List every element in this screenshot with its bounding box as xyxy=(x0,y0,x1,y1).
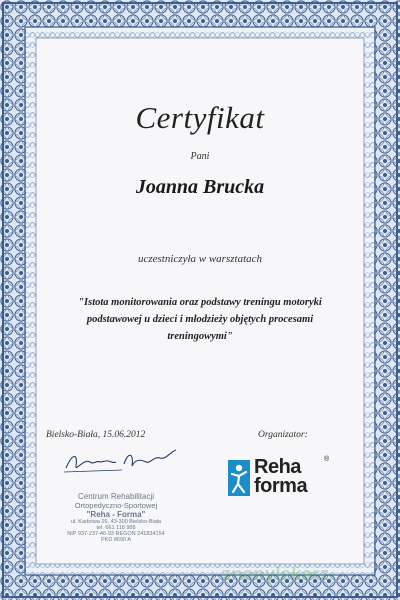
place-and-date: Bielsko-Biała, 15.06.2012 xyxy=(46,430,146,440)
certificate-title: Certyfikat xyxy=(135,100,265,135)
certificate-content xyxy=(30,32,370,572)
logo-text-bottom: forma xyxy=(254,475,308,497)
registered-mark: ® xyxy=(324,456,330,463)
organizer-label: Organizator: xyxy=(258,430,308,440)
stamp-line-6: NIP 937-237-46-93 REGON 241834154 xyxy=(67,531,165,537)
stamp-line-1: Centrum Rehabilitacji xyxy=(77,492,155,501)
stamp-line-5: tel. 661 118 988 xyxy=(96,525,136,531)
stamp-line-7: PKD 8690 A xyxy=(101,537,131,543)
organization-stamp xyxy=(46,492,186,543)
reha-forma-logo xyxy=(228,456,348,500)
workshop-title xyxy=(60,294,340,345)
participation-text: uczestniczyła w warsztatach xyxy=(137,253,263,265)
stamp-line-2: Ortopedyczno-Sportowej xyxy=(74,501,158,510)
stamp-line-3: "Reha - Forma" xyxy=(86,510,146,519)
logo-text-top: Reha xyxy=(254,456,301,478)
salutation: Pani xyxy=(190,151,210,162)
handwritten-signature xyxy=(62,448,182,476)
watermark: znanylekarz xyxy=(222,564,330,584)
workshop-title-line-2: podstawowej u dzieci i młodzieży objętych procesami xyxy=(86,314,314,325)
workshop-title-line-3: treningowymi" xyxy=(167,331,233,342)
recipient-name: Joanna Brucka xyxy=(135,176,265,198)
workshop-title-line-1: "Istota monitorowania oraz podstawy treningu motoryki xyxy=(78,297,322,308)
figure-icon xyxy=(228,460,250,496)
stamp-line-4: ul. Karbowa 26, 43-300 Bielsko-Biała xyxy=(70,519,162,525)
